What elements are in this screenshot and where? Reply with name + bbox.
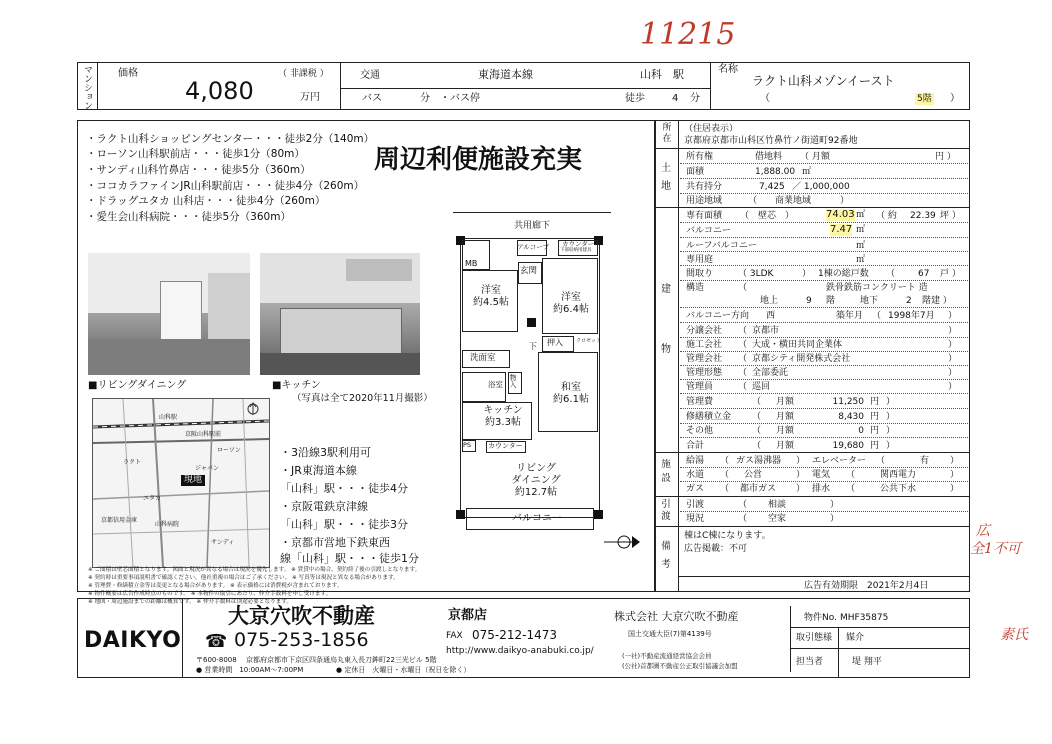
structure-value: 鉄骨鉄筋コンクリート 造 — [826, 283, 928, 293]
total-units-label: 1棟の総戸数 — [818, 269, 869, 279]
wash-label: 洗面室 — [470, 353, 496, 363]
balcony-area-unit: ㎡ — [856, 225, 866, 235]
ownership-label: 所有権 — [686, 152, 714, 162]
handwritten-note-1: 広 — [976, 523, 990, 539]
management-type-label: 管理形態 — [686, 368, 723, 378]
living-caption: ■リビングダイニング — [88, 380, 187, 391]
builder-label: 施工会社 — [686, 340, 723, 350]
deal-type: 媒介 — [846, 633, 865, 643]
map-label: ジャパン — [195, 465, 219, 472]
association-1: (一社)不動産流通経営協会会員 — [622, 652, 712, 660]
section-building: 建物 — [661, 284, 671, 355]
section-location: 所在 — [662, 123, 672, 144]
bus-label: バス — [362, 93, 382, 104]
elevator-close: ） — [950, 456, 960, 466]
electricity-label: 電気 — [812, 470, 831, 480]
remark-line: 棟はC棟になります。 — [684, 531, 771, 541]
zoning-label: 用途地域 — [686, 196, 723, 206]
floors-above-unit: 階 — [826, 296, 836, 306]
handwritten-note-2: 全1不可 — [970, 541, 1021, 557]
handover-value: 相談 — [768, 500, 787, 510]
corridor-label: 共用廊下 — [514, 221, 551, 231]
amenity-item: ・ココカラファインJR山科駅前店・・・徒歩4分（260m） — [86, 180, 365, 192]
access-item: 「山科」駅・・・徒歩3分 — [280, 518, 408, 531]
amenity-item: ・サンディ山科竹鼻店・・・徒歩5分（360m） — [86, 164, 311, 176]
remark-line: 広告掲載：不可 — [684, 544, 748, 554]
fax-number: 075-212-1473 — [472, 628, 558, 642]
developer-value: 京都市 — [752, 326, 780, 336]
access-item: ・京都市営地下鉄東西 — [280, 536, 390, 549]
layout-value: （ 3LDK — [738, 269, 774, 279]
other-fee-monthly: 月額 — [776, 426, 795, 436]
ps-label: PS — [463, 441, 472, 449]
section-facility: 施設 — [661, 459, 671, 484]
walk-unit: 分 — [690, 93, 700, 104]
management-fee-close: ） — [886, 397, 896, 407]
land-rent-label: 借地料 — [755, 152, 783, 162]
address-note: （住居表示） — [684, 124, 739, 134]
balcony-label: バルコニー — [512, 513, 562, 524]
legal-company: 株式会社 大京穴吹不動産 — [614, 610, 739, 623]
section-remarks: 備考 — [661, 541, 671, 570]
other-fee-value: 0 — [858, 426, 864, 436]
staff-label: 担当者 — [796, 657, 824, 667]
garden-unit: ㎡ — [856, 255, 866, 265]
floor-close: ） — [950, 93, 960, 104]
map-label: ユタカ — [143, 495, 162, 502]
roof-balcony-unit: ㎡ — [856, 241, 866, 251]
other-fee-close: ） — [886, 426, 896, 436]
branch-name: 京都店 — [448, 608, 488, 623]
amenity-item: ・ラクト山科ショッピングセンター・・・徒歩2分（140m） — [86, 133, 375, 145]
share-denominator: ／ 1,000,000 — [792, 182, 850, 192]
water-label: 水道 — [686, 470, 705, 480]
floor-value: 5階 — [917, 94, 932, 104]
staff-name: 堤 翔平 — [852, 657, 882, 667]
balcony-area-label: バルコニー — [686, 226, 732, 236]
total-units-value: 67 — [918, 269, 930, 279]
site-marker: 現地 — [181, 475, 205, 486]
walk-label: 徒歩 — [625, 93, 645, 104]
floors-above-value: 9 — [806, 296, 812, 306]
handover-open: （ — [738, 500, 748, 510]
hot-water-close: ） — [796, 456, 806, 466]
access-item: ・京阪電鉄京津線 — [280, 500, 368, 513]
built-date-open: （ — [872, 311, 882, 321]
phone-number[interactable]: 075-253-1856 — [234, 629, 369, 651]
builder-value: 大成・横田共同企業体 — [752, 340, 843, 350]
disclaimer-line: ※ 管理費・修繕積立金等は変更となる場合があります。 ※ 表示価格には消費税が含まれております。 — [88, 583, 343, 589]
counter-top-sub: 下部収納用建具 — [560, 248, 592, 253]
website-link[interactable]: http://www.daikyo-anabuki.co.jp/ — [446, 646, 594, 656]
drainage-close: ） — [950, 484, 960, 494]
vertical-label: マンション — [82, 65, 92, 110]
daikyo-logo: DAIKYO — [84, 628, 182, 653]
structure-label: 構造 — [686, 283, 705, 293]
tax-status: （ 非課税 ） — [278, 69, 329, 79]
land-area-value: 1,888.00 — [755, 167, 796, 177]
management-type-open: （ — [738, 368, 748, 378]
map-label: 山科駅 — [159, 414, 178, 421]
map-label: ラクト — [123, 459, 142, 466]
current-status-open: （ — [738, 514, 748, 524]
price-unit: 万円 — [300, 92, 320, 103]
total-units-unit: 戸 ） — [940, 269, 961, 279]
floor-area-unit: ㎡ — [856, 210, 866, 220]
association-2: (公社)首都圏不動産公正取引協議会加盟 — [622, 662, 738, 670]
management-fee-monthly: 月額 — [776, 397, 795, 407]
management-company-value: 京都シティ開発株式会社 — [752, 354, 851, 364]
repair-fund-value: 8,430 — [838, 412, 864, 422]
amenity-item: ・愛生会山科病院・・・徒歩5分（360m） — [86, 211, 291, 223]
ldk-label: リビング ダイニング 約12.7帖 — [511, 463, 561, 498]
manager-close: ） — [948, 382, 958, 392]
price-label: 価格 — [118, 68, 138, 79]
phone-icon: ☎ — [205, 631, 228, 652]
floor-area-basis: （ 壁芯 ） — [740, 211, 795, 221]
office-address: 京都府京都市下京区四条通烏丸東入長刀鉾町22三光ビル 5階 — [246, 656, 437, 664]
disclaimer-line: ※ ご面積は壁芯面積となります。図面と現況が異なる場合は現況を優先します。 ※ 賃貸中の場合、契約終了後の引渡しとなります。 — [88, 567, 421, 573]
kitchen-caption: ■キッチン — [272, 380, 321, 391]
western1-label: 洋室 約4.5帖 — [473, 285, 509, 308]
handwritten-code: 11215 — [640, 17, 736, 52]
balcony-direction-value: 西 — [766, 311, 776, 321]
amenity-item: ・ドラッグユタカ 山科店・・・徒歩4分（260m） — [86, 195, 326, 207]
management-company-close: ） — [948, 354, 958, 364]
headline: 周辺利便施設充実 — [374, 145, 583, 175]
total-fee-close: ） — [886, 441, 896, 451]
map-label: 京阪山科駅前 — [185, 431, 222, 438]
current-status-value: 空家 — [768, 514, 787, 524]
japanese-label: 和室 約6.1帖 — [553, 382, 589, 405]
built-date-label: 築年月 — [836, 311, 864, 321]
builder-close: ） — [948, 340, 958, 350]
electricity-value: 関西電力 — [880, 470, 917, 480]
built-date-value: 1998年7月 — [888, 311, 935, 321]
floor-area-value: 74.03 — [826, 209, 855, 220]
total-fee-monthly: 月額 — [776, 441, 795, 451]
total-units-open: （ — [886, 269, 896, 279]
section-land: 土地 — [661, 163, 671, 192]
closet-label: クロゼット — [576, 338, 601, 344]
total-fee-open: （ — [752, 441, 762, 451]
train-line: 東海道本線 — [478, 68, 533, 81]
drainage-open: （ — [846, 484, 856, 494]
disclaimer-line: ※ 契約時は重要事項説明書で確認ください。他社重複の場合はご了承ください。 ※ 写真等は現況と異なる場合があります。 — [88, 575, 399, 581]
counter-top-label: カウンター — [562, 240, 595, 248]
share-numerator: 7,425 — [759, 182, 785, 192]
gas-value: 都市ガス — [740, 484, 777, 494]
kitchen-label: キッチン 約3.3帖 — [483, 405, 523, 428]
disclaimer-line: ※ 物件概要は広告作成時点のものです。 ※ 本物件の取引にあたり、仲介手数料を申し受けます。 — [88, 591, 332, 597]
roof-balcony-label: ルーフバルコニー — [686, 241, 757, 251]
management-type-close: ） — [948, 368, 958, 378]
bath-label: 浴室 — [488, 380, 503, 389]
license-number: 国土交通大臣(7)第4139号 — [628, 630, 712, 638]
property-no: MHF35875 — [840, 613, 889, 623]
management-fee-open: （ — [752, 397, 762, 407]
other-fee-unit: 円 — [870, 426, 880, 436]
company-name: 大京穴吹不動産 — [228, 603, 375, 628]
elevator-label: エレベーター — [812, 456, 867, 466]
repair-fund-unit: 円 — [870, 412, 880, 422]
manager-value: 巡回 — [752, 382, 771, 392]
access-item: 「山科」駅・・・徒歩4分 — [280, 482, 408, 495]
electricity-close: ） — [950, 470, 960, 480]
floor-area-tsubo: 22.39 — [910, 211, 936, 221]
water-open: （ — [720, 470, 730, 480]
counter-label: カウンター — [488, 442, 523, 450]
elevator-value: 有 — [920, 456, 930, 466]
water-close: ） — [796, 470, 806, 480]
map-label: 京都信用金庫 — [101, 517, 138, 524]
developer-open: （ — [738, 326, 748, 336]
living-dining-photo — [88, 253, 250, 375]
land-area-unit: ㎡ — [802, 167, 812, 177]
map-label: サンディ — [211, 539, 235, 546]
station: 山科 駅 — [640, 68, 684, 81]
photo-note: （写真は全て2020年11月撮影） — [292, 393, 433, 404]
access-item: 線「山科」駅・・・徒歩1分 — [280, 552, 419, 565]
walk-minutes: 4 — [672, 93, 679, 104]
north-arrow-icon — [602, 532, 642, 552]
balcony-area-value: 7.47 — [830, 224, 853, 235]
built-date-close: ） — [948, 311, 958, 321]
business-hours: ● 営業時間 10:00AM〜7:00PM — [196, 666, 304, 674]
handover-close: ） — [830, 500, 840, 510]
current-status-label: 現況 — [686, 514, 705, 524]
genkan-label: 玄関 — [520, 266, 538, 276]
management-fee-label: 管理費 — [686, 397, 714, 407]
gas-label: ガス — [686, 484, 705, 494]
developer-label: 分譲会社 — [686, 326, 723, 336]
drainage-value: 公共下水 — [880, 484, 917, 494]
floor-open: （ — [760, 93, 770, 104]
manager-open: （ — [738, 382, 748, 392]
handwritten-note-3: 素氏 — [1000, 627, 1028, 643]
zoning-open: （ — [748, 196, 758, 206]
price-value: 4,080 — [185, 77, 254, 105]
zoning-value: 商業地域 — [775, 196, 812, 206]
hot-water-open: （ — [720, 456, 730, 466]
holidays: ● 定休日 火曜日・水曜日（祝日を除く） — [336, 666, 471, 674]
repair-fund-monthly: 月額 — [776, 412, 795, 422]
floors-above-label: 地上 — [760, 296, 779, 306]
access-item: ・JR東海道本線 — [280, 464, 357, 477]
repair-fund-label: 修繕積立金 — [686, 412, 732, 422]
gas-open: （ — [720, 484, 730, 494]
fax-label: FAX — [446, 631, 463, 641]
kitchen-photo — [260, 253, 420, 375]
bus-detail: 分 ・バス停 — [420, 93, 480, 104]
layout-close: ） — [802, 269, 812, 279]
floor-area-tsubo-open: （ 約 — [876, 211, 897, 221]
mb-label: MB — [465, 259, 478, 268]
management-fee-value: 11,250 — [832, 397, 864, 407]
name-label: 名称 — [718, 64, 738, 75]
garden-label: 専用庭 — [686, 255, 714, 265]
property-name: ラクト山科メゾンイースト — [752, 74, 895, 88]
address: 京都府京都市山科区竹鼻竹ノ街道町92番地 — [684, 136, 858, 146]
electricity-open: （ — [846, 470, 856, 480]
floors-below-value: 2 — [906, 296, 912, 306]
zoning-close: ） — [840, 196, 850, 206]
floor-area-tsubo-unit: 坪 ） — [940, 211, 961, 221]
floors-below-label: 地下 — [860, 296, 879, 306]
other-fee-label: その他 — [686, 426, 714, 436]
repair-fund-close: ） — [886, 412, 896, 422]
land-area-label: 面積 — [686, 167, 705, 177]
oshiire-label: 押入 — [547, 338, 563, 347]
manager-label: 管理員 — [686, 382, 714, 392]
share-label: 共有持分 — [686, 182, 723, 192]
management-company-label: 管理会社 — [686, 354, 723, 364]
management-company-open: （ — [738, 354, 748, 364]
disclaimer-line: ※ 地図・周辺施設までの距離は概算です。 ※ 仲介手数料は別途必要となります。 — [88, 599, 293, 605]
other-fee-open: （ — [752, 426, 762, 436]
floor-area-label: 専有面積 — [686, 211, 723, 221]
current-status-close: ） — [830, 514, 840, 524]
land-rent-unit: 円 ） — [935, 152, 956, 162]
developer-close: ） — [948, 326, 958, 336]
wic-label: 物入 — [509, 374, 517, 388]
structure-open: （ — [738, 283, 748, 293]
map-label: 山科病院 — [155, 521, 180, 528]
transport-label: 交通 — [360, 70, 380, 81]
elevator-open: （ — [876, 456, 886, 466]
water-value: 公営 — [744, 470, 763, 480]
postal-code: 〒600-8008 — [196, 656, 237, 664]
gas-close: ） — [796, 484, 806, 494]
access-item: ・3沿線3駅利用可 — [280, 446, 371, 459]
layout-label: 間取り — [686, 269, 714, 279]
repair-fund-open: （ — [752, 412, 762, 422]
management-fee-unit: 円 — [870, 397, 880, 407]
balcony-direction-label: バルコニー方向 — [686, 311, 750, 321]
floors-below-unit: 階建 ） — [922, 296, 952, 306]
deal-type-label: 取引態様 — [796, 633, 833, 643]
property-no-label: 物件No. — [804, 613, 837, 623]
area-map — [92, 398, 270, 568]
management-type-value: 全部委託 — [752, 368, 789, 378]
alcove-label: アルコーブ — [517, 243, 549, 251]
land-rent-monthly: （ 月額 — [800, 152, 830, 162]
total-fee-label: 合計 — [686, 441, 705, 451]
amenity-item: ・ローソン山科駅前店・・・徒歩1分（80m） — [86, 148, 305, 160]
total-fee-unit: 円 — [870, 441, 880, 451]
hot-water-label: 給湯 — [686, 456, 705, 466]
map-label: ローソン — [217, 447, 241, 454]
drainage-label: 排水 — [812, 484, 831, 494]
builder-open: （ — [738, 340, 748, 350]
western2-label: 洋室 約6.4帖 — [553, 292, 589, 315]
hot-water-value: ガス湯沸器 — [736, 456, 782, 466]
total-fee-value: 19,680 — [832, 441, 864, 451]
ad-expiry: 広告有効期限 2021年2月4日 — [804, 581, 929, 591]
section-handover: 引渡 — [661, 499, 671, 522]
hall-label: 下 — [529, 342, 537, 351]
handover-label: 引渡 — [686, 500, 705, 510]
